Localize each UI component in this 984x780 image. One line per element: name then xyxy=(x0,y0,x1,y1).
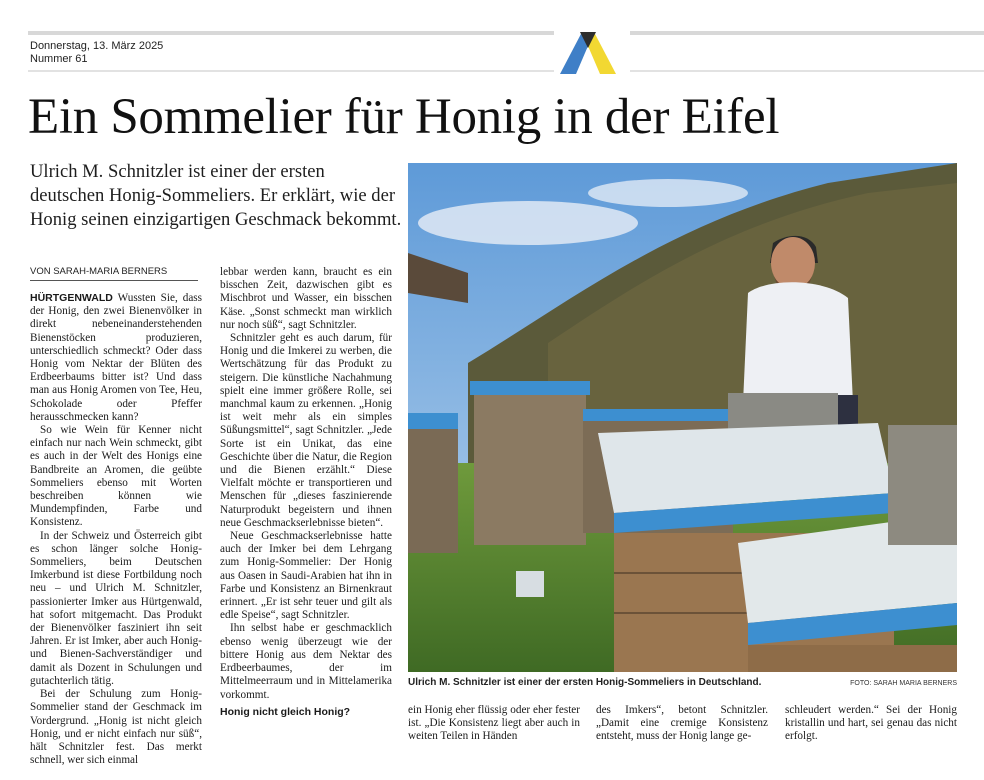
triangle-logo-icon xyxy=(556,30,620,76)
paragraph: des Imkers“, betont Schnitzler. „Damit eine cremige Konsistenz entsteht, muss der Honig lange ge- xyxy=(596,704,768,743)
lead-paragraph: Ulrich M. Schnitzler ist einer der ersten deutschen Honig-Sommeliers. Er erklärt, wie der Honig seinen einzigartigen Geschmack bekommt. xyxy=(30,161,402,230)
text-column-4 xyxy=(596,704,768,744)
issue-number: Nummer 61 xyxy=(30,53,88,65)
masthead-subrule-right xyxy=(630,70,984,72)
dateline: HÜRTGENWALD xyxy=(30,292,113,304)
text-column-3 xyxy=(408,704,580,744)
paragraph: Schnitzler geht es auch darum, für Honig und die Imkerei zu werben, die Wertschätzung für das Produkt zu steigern. Die künstliche Nachahmung spielt eine immer größere Rolle, sei manchmal kaum zu erkennen. „Honig ist weit mehr als ein simples Süßungsmittel“, sagt Schnitzler. „Jede Sorte ist ein Unikat, das eine Geschichte über die Natur, die Region und die Bienen erzählt.“ Diese Vielfalt möchte er transportieren und Menschen für „dieses faszinierende Naturprodukt begeistern und ihnen neue Geschmackserlebnisse bieten“. xyxy=(220,332,392,529)
masthead-subrule-left xyxy=(28,70,554,72)
byline: VON SARAH-MARIA BERNERS xyxy=(30,266,198,281)
text-column-2 xyxy=(220,266,392,780)
paragraph: Ihn selbst habe er geschmacklich ebenso wenig überzeugt wie der bittere Honig aus dem Nektar des Erdbeerbaumes, der im Mittelmeerraum und in Mittelamerika vorkommt. xyxy=(220,622,392,701)
paragraph: Bei der Schulung zum Honig-Sommelier stand der Geschmack im Vordergrund. „Honig ist nicht gleich Honig, und er nicht einfach nur süß“, hält Schnitzler fest. Das merkt schnell, wer sich einmal xyxy=(30,688,202,767)
paragraph: Neue Geschmackserlebnisse hatte auch der Imker bei dem Lehrgang zum Honig-Sommelier: Der Honig aus Oasen in Saudi-Arabien hat ihn in Farbe und Konsistenz an Birnenkraut erinnert. „Er ist sehr teuer und gilt als edle Speise“, sagt Schnitzler. xyxy=(220,530,392,622)
photo-caption: Ulrich M. Schnitzler ist einer der ersten Honig-Sommeliers in Deutschland. xyxy=(408,677,762,688)
text-column-1 xyxy=(30,292,202,780)
paragraph: HÜRTGENWALD Wussten Sie, dass der Honig, den zwei Bienenvölker in direkt nebeneinanderstehenden Bienenstöcken produzieren, unterschiedlich schmeckt? Oder dass Honig vom Nektar der Blüten des Erdbeerbaums bitter ist? Und dass man aus Honig Aromen von Tee, Heu, Schokolade oder Pfeffer herausschmecken kann? xyxy=(30,292,202,423)
headline: Ein Sommelier für Honig in der Eifel xyxy=(28,89,780,145)
photo-credit: FOTO: SARAH MARIA BERNERS xyxy=(850,680,957,687)
beehive-photo xyxy=(408,163,957,672)
paragraph: lebbar werden kann, braucht es ein bisschen Zeit, dazwischen gibt es Mischbrot und Wasser, ein bisschen Käse. „Sonst schmeckt man wirklich nur noch süß“, sagt Schnitzler. xyxy=(220,266,392,331)
paragraph: ein Honig eher flüssig oder eher fester ist. „Die Konsistenz liegt aber auch in weiten Teilen in Händen xyxy=(408,704,580,743)
text-column-5 xyxy=(785,704,957,744)
masthead-meta xyxy=(30,40,163,66)
paragraph: So wie Wein für Kenner nicht einfach nur nach Wein schmeckt, gibt es auch in der Welt des Honigs eine Bandbreite an Aromen, die geübte Sommeliers ebenso mit Worten beschreiben können wie Mundempfinden, Farbe und Konsistenz. xyxy=(30,424,202,529)
masthead-rule-right xyxy=(630,31,984,35)
issue-date: Donnerstag, 13. März 2025 xyxy=(30,40,164,52)
paragraph: schleudert werden.“ Sei der Honig kristallin und hart, sei genau das nicht erfolgt. xyxy=(785,704,957,743)
masthead-rule-left xyxy=(28,31,554,35)
paragraph: In der Schweiz und Österreich gibt es schon länger solche Honig-Sommeliers, beim Deutschen Imkerbund ist diese Fortbildung noch neu – und Ulrich M. Schnitzler, passionierter Imker aus Hürtgenwald, hat sofort mitgemacht. Das Produkt der Bienenvölker fasziniert ihn seit Jahren. Er ist Imker, aber auch Honig- und Bienen-Sachverständiger und damit als Dozent in Schulungen und gutachterlich tätig. xyxy=(30,529,202,687)
subheading: Honig nicht gleich Honig? xyxy=(220,705,351,718)
